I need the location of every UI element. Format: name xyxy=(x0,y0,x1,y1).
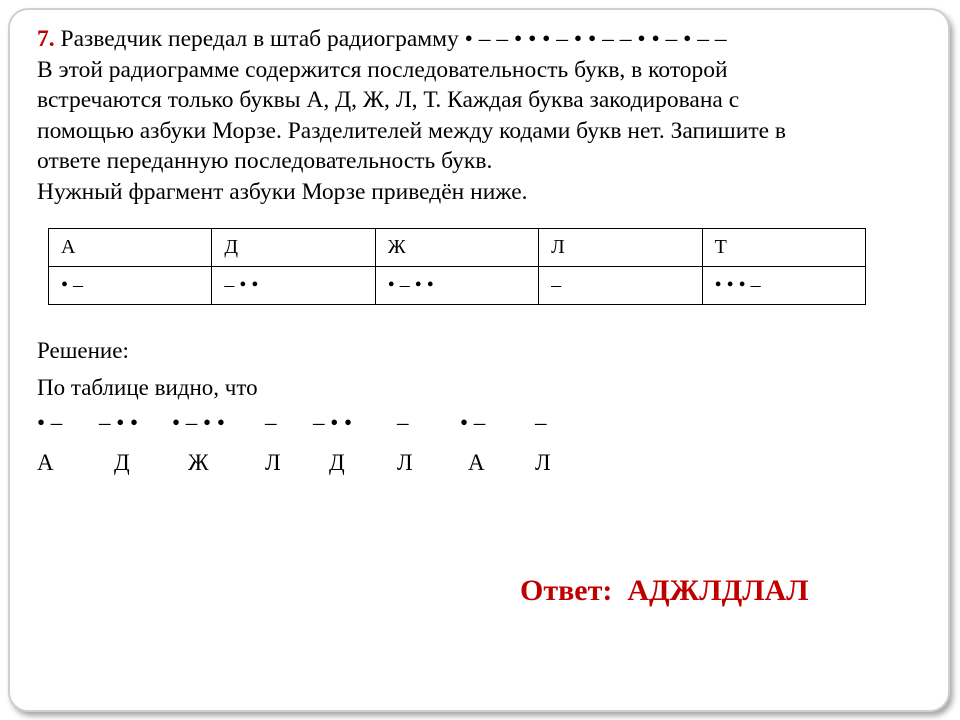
decode-letter: Л xyxy=(265,450,281,475)
answer-label: Ответ: xyxy=(520,574,613,607)
problem-line-4: помощью азбуки Морзе. Разделителей между кодами букв нет. Запишите в xyxy=(37,117,787,144)
decode-letter: Д xyxy=(114,450,130,475)
table-cell-letter: А xyxy=(49,229,212,267)
decode-code: – • • xyxy=(313,410,353,435)
problem-number: 7. xyxy=(37,26,55,52)
decode-code: – • • xyxy=(99,410,139,435)
table-cell-letter: Л xyxy=(539,229,702,267)
table-cell-code: • – xyxy=(49,267,212,305)
decode-code: – xyxy=(265,410,277,435)
problem-line-6: Нужный фрагмент азбуки Морзе приведён ниже. xyxy=(37,178,528,205)
decode-code: • – xyxy=(460,410,486,435)
problem-line-1 xyxy=(37,24,917,55)
decode-code: – xyxy=(535,410,547,435)
morse-table xyxy=(48,228,866,305)
table-cell-code: • – • • xyxy=(375,267,538,305)
answer xyxy=(520,574,809,608)
answer-value: АДЖЛДЛАЛ xyxy=(627,574,809,607)
table-cell-letter: Т xyxy=(702,229,865,267)
morse-codes-row xyxy=(49,267,866,305)
table-cell-code: – • • xyxy=(212,267,375,305)
decode-letter: Д xyxy=(329,450,345,475)
problem-line-5: ответе переданную последовательность букв. xyxy=(37,148,493,174)
solution-text: По таблице видно, что xyxy=(37,375,258,400)
table-cell-code: – xyxy=(539,267,702,305)
decode-code: • – xyxy=(37,410,63,435)
decode-code: • – • • xyxy=(172,410,225,435)
morse-letters-row xyxy=(49,229,866,267)
decode-letter: Л xyxy=(397,450,413,475)
decode-letter: А xyxy=(37,450,54,475)
decode-code: – xyxy=(397,410,409,435)
problem-line-2: В этой радиограмме содержится последовательность букв, в которой xyxy=(37,56,728,83)
solution-label: Решение: xyxy=(37,338,129,363)
table-cell-letter: Ж xyxy=(375,229,538,267)
problem-line-text: Разведчик передал в штаб радиограмму • – – • • • – • • – – • • – • – – xyxy=(60,26,727,52)
problem-statement xyxy=(37,24,917,207)
decode-letter: Л xyxy=(535,450,551,475)
problem-line-3: встречаются только буквы А, Д, Ж, Л, Т. Каждая буква закодирована с xyxy=(37,87,740,113)
decode-letter: Ж xyxy=(188,450,209,475)
table-cell-letter: Д xyxy=(212,229,375,267)
decode-letter: А xyxy=(468,450,485,475)
table-cell-code: • • • – xyxy=(702,267,865,305)
